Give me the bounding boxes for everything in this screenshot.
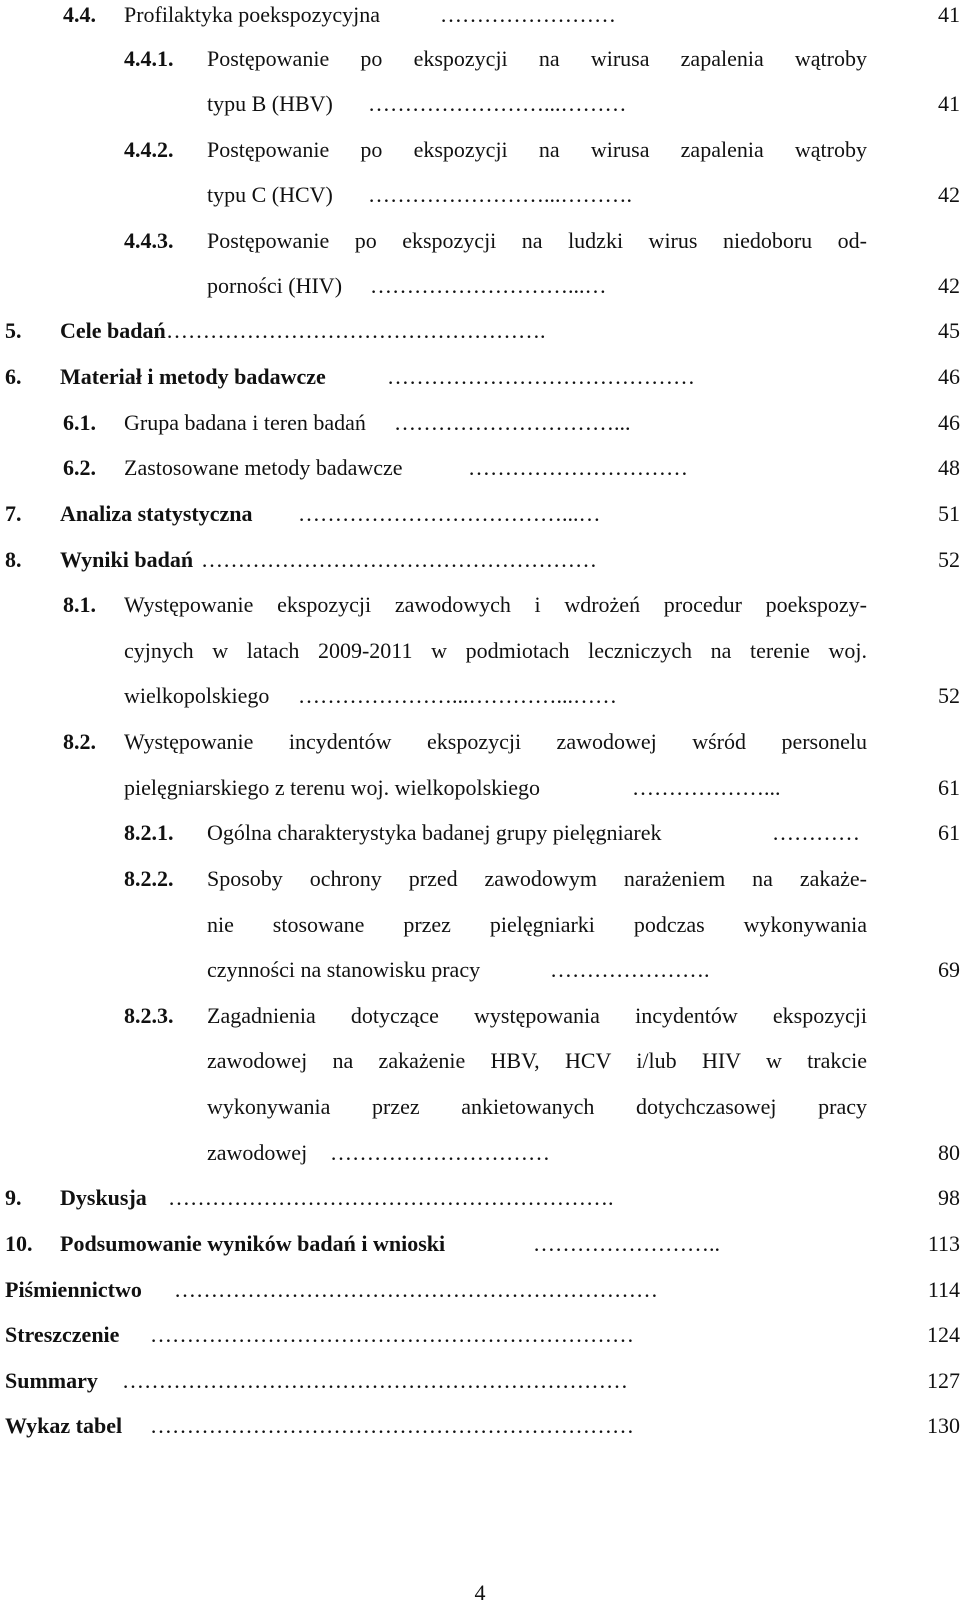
toc-entry-number: 8.2. bbox=[63, 729, 96, 754]
toc-entry-page: 61 bbox=[938, 820, 960, 845]
toc-entry-title: Wykaz tabel bbox=[5, 1413, 123, 1438]
toc-entry-leader: ………………………………………………………… bbox=[150, 1413, 634, 1438]
toc-entry bbox=[0, 501, 960, 547]
toc-entry-number: 10. bbox=[5, 1231, 33, 1256]
toc-entry-title: Cele badań bbox=[60, 318, 166, 343]
toc-entry-page: 45 bbox=[938, 318, 960, 343]
toc-entry-title: Występowanie ekspozycji zawodowych i wdrożeń procedur poekspozy- bbox=[124, 592, 867, 617]
toc-entry-leader: ………………………………………………………… bbox=[150, 1322, 634, 1347]
toc-entry-page: 46 bbox=[938, 364, 960, 389]
toc-entry-title: Profilaktyka poekspozycyjna bbox=[124, 2, 380, 27]
toc-entry-leader: ………………………………...… bbox=[298, 501, 601, 526]
toc-entry-title: Występowanie incydentów ekspozycji zawodowej wśród personelu bbox=[124, 729, 867, 754]
toc-entry-title: Analiza statystyczna bbox=[60, 501, 253, 526]
toc-entry-leader: ………………... bbox=[632, 775, 781, 800]
page-number: 4 bbox=[474, 1580, 486, 1605]
toc-entry bbox=[0, 228, 960, 274]
toc-entry-page: 52 bbox=[938, 683, 960, 708]
toc-entry-page: 130 bbox=[927, 1413, 960, 1438]
toc-entry-leader: …………………… bbox=[440, 2, 616, 27]
toc-entry-title: nie stosowane przez pielęgniarki podczas wykonywania bbox=[207, 912, 867, 937]
toc-entry-title: Zastosowane metody badawcze bbox=[124, 455, 403, 480]
toc-entry bbox=[0, 46, 960, 92]
toc-entry bbox=[0, 1277, 960, 1323]
toc-entry bbox=[0, 1368, 960, 1414]
toc-entry-leader: …………………………... bbox=[394, 410, 631, 435]
toc-entry-title: typu C (HCV) bbox=[207, 182, 333, 207]
toc-entry-leader: ………………………...… bbox=[370, 273, 607, 298]
toc-entry-leader: ………… bbox=[772, 820, 860, 845]
toc-entry-leader: …………………………………… bbox=[387, 364, 695, 389]
toc-entry-leader: …………………………………………………………… bbox=[122, 1368, 628, 1393]
toc-entry bbox=[0, 1094, 960, 1140]
toc-entry-leader: ……………………...………. bbox=[368, 182, 632, 207]
toc-entry-page: 48 bbox=[938, 455, 960, 480]
toc-entry-page: 52 bbox=[938, 547, 960, 572]
toc-entry-leader: …………………….. bbox=[533, 1231, 720, 1256]
toc-entry-number: 8.2.3. bbox=[124, 1003, 174, 1028]
toc-entry-leader: ……………………...……… bbox=[368, 91, 627, 116]
toc-entry bbox=[0, 547, 960, 593]
toc-entry bbox=[0, 1003, 960, 1049]
toc-entry-title: Summary bbox=[5, 1368, 98, 1393]
toc-entry-number: 9. bbox=[5, 1185, 22, 1210]
toc-entry-title: cyjnych w latach 2009-2011 w podmiotach leczniczych na terenie woj. bbox=[124, 638, 867, 663]
toc-entry-page: 69 bbox=[938, 957, 960, 982]
toc-entry-number: 6.2. bbox=[63, 455, 96, 480]
toc-entry-number: 4.4.1. bbox=[124, 46, 174, 71]
toc-entry-page: 46 bbox=[938, 410, 960, 435]
toc-entry-number: 4.4. bbox=[63, 2, 96, 27]
toc-entry-number: 6. bbox=[5, 364, 22, 389]
toc-entry-title: zawodowej bbox=[207, 1140, 308, 1165]
toc-entry-title: Sposoby ochrony przed zawodowym narażeniem na zakaże- bbox=[207, 866, 867, 891]
toc-entry bbox=[0, 775, 960, 821]
toc-entry bbox=[0, 866, 960, 912]
toc-entry bbox=[0, 182, 960, 228]
toc-entry-page: 113 bbox=[927, 1231, 960, 1256]
toc-entry bbox=[0, 2, 960, 48]
toc-entry-leader: ……………………………………………. bbox=[166, 318, 546, 343]
toc-entry-title: porności (HIV) bbox=[207, 273, 343, 298]
toc-entry-leader: …………………...…………...…… bbox=[298, 683, 617, 708]
toc-entry-leader: ……………………………………………… bbox=[201, 547, 597, 572]
toc-entry-page: 51 bbox=[938, 501, 960, 526]
toc-entry-number: 8. bbox=[5, 547, 22, 572]
toc-entry-page: 98 bbox=[938, 1185, 960, 1210]
toc-entry bbox=[0, 820, 960, 866]
toc-entry-page: 114 bbox=[927, 1277, 960, 1302]
toc-entry bbox=[0, 683, 960, 729]
toc-entry-leader: ……………………………………………………. bbox=[168, 1185, 614, 1210]
toc-entry-leader: ………………………… bbox=[468, 455, 688, 480]
toc-entry-title: Grupa badana i teren badań bbox=[124, 410, 366, 435]
toc-entry bbox=[0, 91, 960, 137]
toc-entry-number: 7. bbox=[5, 501, 22, 526]
toc-entry-title: typu B (HBV) bbox=[207, 91, 333, 116]
toc-entry-page: 61 bbox=[938, 775, 960, 800]
toc-entry-title: wielkopolskiego bbox=[124, 683, 270, 708]
toc-entry-title: Zagadnienia dotyczące występowania incydentów ekspozycji bbox=[207, 1003, 867, 1028]
toc-entry-page: 80 bbox=[938, 1140, 960, 1165]
toc-entry bbox=[0, 137, 960, 183]
toc-entry-number: 5. bbox=[5, 318, 22, 343]
toc-entry bbox=[0, 1413, 960, 1459]
toc-entry-number: 6.1. bbox=[63, 410, 96, 435]
toc-entry-title: Dyskusja bbox=[60, 1185, 147, 1210]
toc-entry-title: Streszczenie bbox=[5, 1322, 120, 1347]
toc-entry-page: 127 bbox=[927, 1368, 960, 1393]
toc-entry bbox=[0, 912, 960, 958]
toc-entry-title: Ogólna charakterystyka badanej grupy pielęgniarek bbox=[207, 820, 662, 845]
toc-entry-page: 41 bbox=[938, 2, 960, 27]
toc-entry bbox=[0, 1185, 960, 1231]
toc-entry bbox=[0, 957, 960, 1003]
toc-entry bbox=[0, 1140, 960, 1186]
toc-entry-number: 8.2.1. bbox=[124, 820, 174, 845]
toc-entry bbox=[0, 638, 960, 684]
toc-entry-title: wykonywania przez ankietowanych dotychczasowej pracy bbox=[207, 1094, 867, 1119]
toc-entry bbox=[0, 455, 960, 501]
toc-entry bbox=[0, 729, 960, 775]
toc-entry bbox=[0, 410, 960, 456]
toc-entry bbox=[0, 1048, 960, 1094]
toc-entry-title: Wyniki badań bbox=[60, 547, 194, 572]
toc-entry-number: 4.4.2. bbox=[124, 137, 174, 162]
toc-entry-page: 41 bbox=[938, 91, 960, 116]
toc-entry-number: 8.2.2. bbox=[124, 866, 174, 891]
toc-entry-title: pielęgniarskiego z terenu woj. wielkopolskiego bbox=[124, 775, 541, 800]
toc-entry bbox=[0, 318, 960, 364]
toc-entry bbox=[0, 364, 960, 410]
toc-entry-title: Podsumowanie wyników badań i wnioski bbox=[60, 1231, 446, 1256]
toc-entry-leader: ………………………………………………………… bbox=[174, 1277, 658, 1302]
toc-entry-page: 42 bbox=[938, 182, 960, 207]
toc-entry bbox=[0, 592, 960, 638]
toc-entry bbox=[0, 273, 960, 319]
toc-entry-title: czynności na stanowisku pracy bbox=[207, 957, 481, 982]
toc-entry bbox=[0, 1231, 960, 1277]
toc-entry bbox=[0, 1322, 960, 1368]
toc-entry-title: Postępowanie po ekspozycji na wirusa zapalenia wątroby bbox=[207, 137, 867, 162]
toc-entry-leader: …………………. bbox=[550, 957, 710, 982]
toc-entry-page: 124 bbox=[927, 1322, 960, 1347]
toc-entry-number: 4.4.3. bbox=[124, 228, 174, 253]
toc-entry-number: 8.1. bbox=[63, 592, 96, 617]
toc-entry-title: Piśmiennictwo bbox=[5, 1277, 142, 1302]
toc-entry-leader: ………………………… bbox=[330, 1140, 550, 1165]
toc-entry-title: Postępowanie po ekspozycji na wirusa zapalenia wątroby bbox=[207, 46, 867, 71]
toc-entry-title: Materiał i metody badawcze bbox=[60, 364, 326, 389]
toc-entry-page: 42 bbox=[938, 273, 960, 298]
toc-entry-title: Postępowanie po ekspozycji na ludzki wirus niedoboru od- bbox=[207, 228, 867, 253]
toc-entry-title: zawodowej na zakażenie HBV, HCV i/lub HIV w trakcie bbox=[207, 1048, 867, 1073]
